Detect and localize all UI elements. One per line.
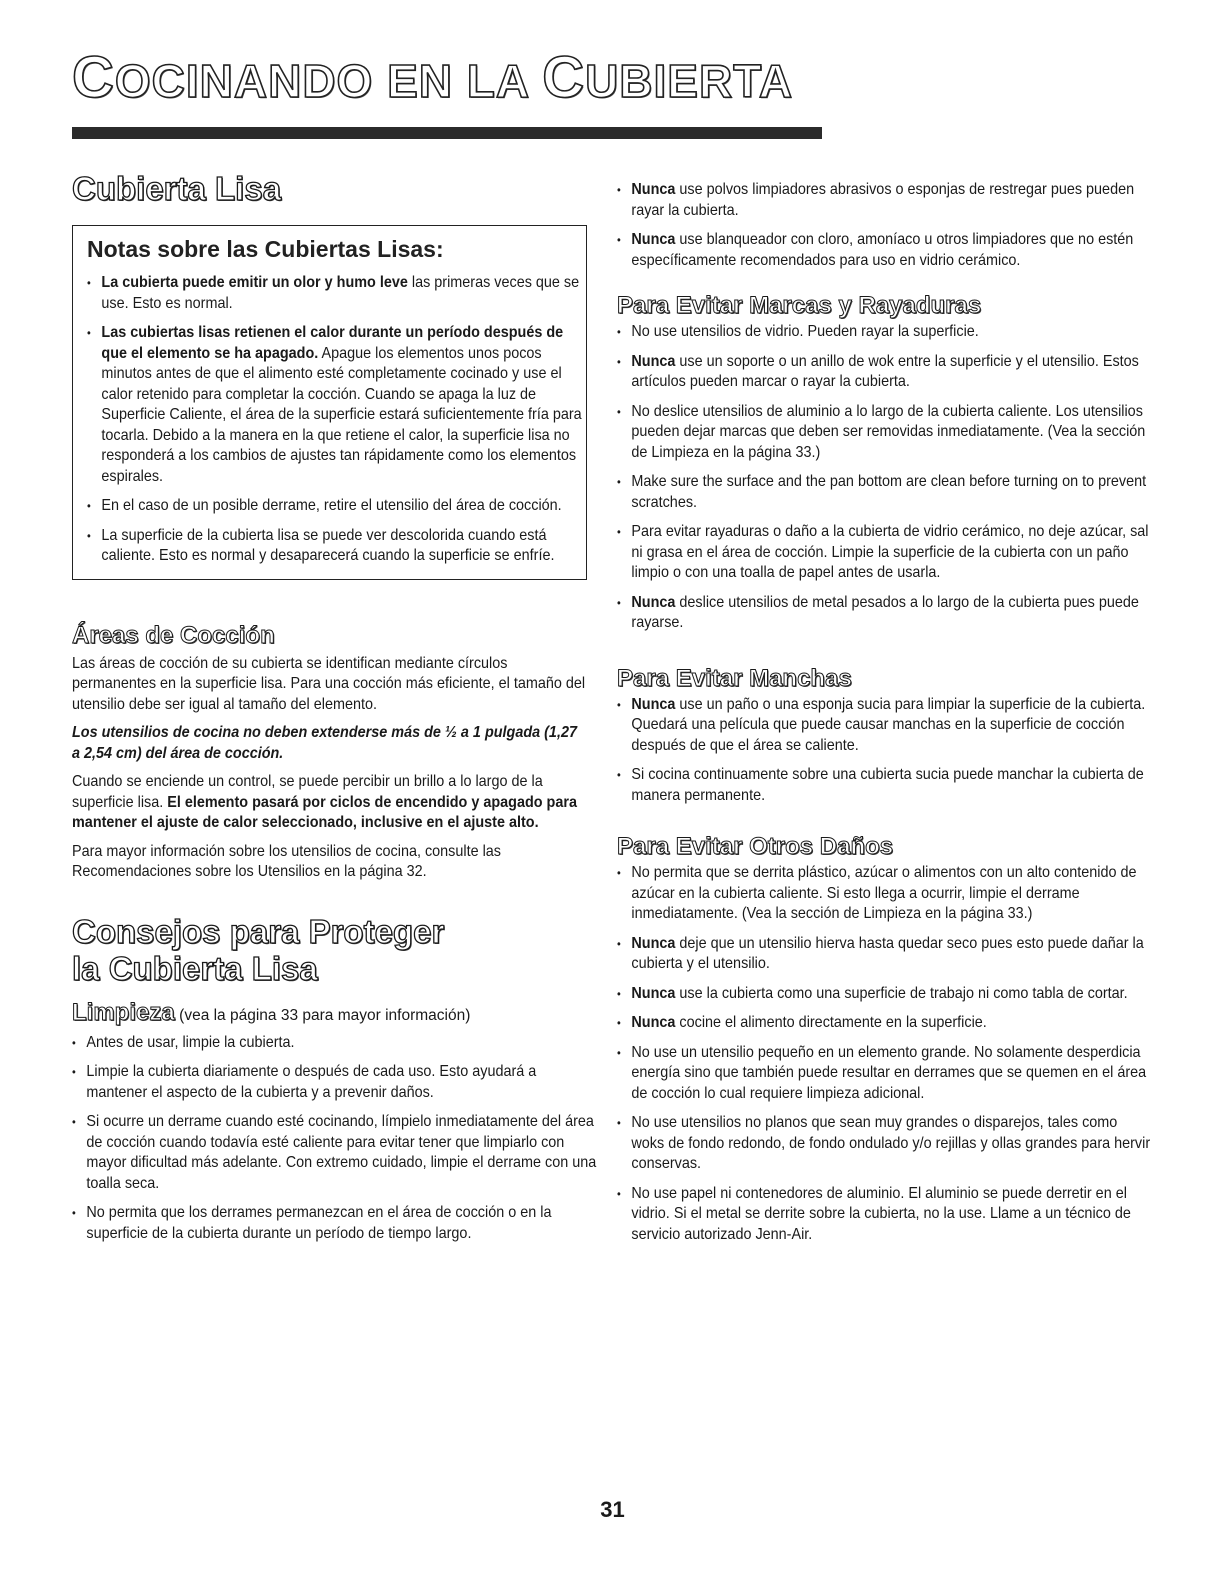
list-item: • No permita que los derrames permanezcan en el área de cocción o en la superficie de la cubierta durante un período de tiempo largo. (72, 1203, 601, 1244)
list-item: • Antes de usar, limpie la cubierta. (72, 1033, 601, 1054)
danos-list (617, 863, 1151, 1245)
title-part-2: UBIERTA (585, 55, 794, 107)
limpieza-heading: Limpieza (72, 998, 175, 1026)
page-title (72, 44, 793, 111)
page-number: 31 (600, 1497, 625, 1522)
list-item: • No use papel ni contenedores de aluminio. El aluminio se puede derretir en el vidrio. Si el metal se derrite sobre la cubierta, no la use. Llame a un técnico de servicio autorizado Jenn-Air. (617, 1184, 1151, 1246)
manchas-heading: Para Evitar Manchas (617, 664, 852, 692)
limpieza-note: (vea la página 33 para mayor información) (179, 1006, 471, 1024)
list-item: • Nunca deslice utensilios de metal pesados a lo largo de la cubierta pues puede rayarse. (617, 593, 1151, 634)
top-list (617, 180, 1137, 271)
list-item: • No use utensilios de vidrio. Pueden rayar la superficie. (617, 322, 1151, 343)
list-item: • Si ocurre un derrame cuando esté cocinando, límpielo inmediatamente del área de cocción cuando todavía esté caliente para evitar tener que limpiarlo con mayor dificultad más adelante. Con extremo cuidado, limpie el derrame con una toalla seca. (72, 1112, 601, 1194)
areas-heading: Áreas de Cocción (72, 621, 275, 649)
list-item: • Make sure the surface and the pan bottom are clean before turning on to prevent scratches. (617, 472, 1151, 513)
manchas-list (617, 695, 1146, 807)
list-item: • No use utensilios no planos que sean muy grandes o disparejos, tales como woks de fondo redondo, de fondo ondulado y/o rejillas y ollas grandes para hervir conservas. (617, 1113, 1151, 1175)
list-item: • La superficie de la cubierta lisa se puede ver descolorida cuando está caliente. Esto es normal y desaparecerá cuando la superficie se enfríe. (87, 526, 586, 567)
list-item: • En el caso de un posible derrame, retire el utensilio del área de cocción. (87, 496, 586, 517)
list-item: • Nunca deje que un utensilio hierva hasta quedar seco pues esto puede dañar la cubierta y el utensilio. (617, 934, 1151, 975)
areas-paragraph-3: Cuando se enciende un control, se puede percibir un brillo a lo largo de la superficie lisa. El elemento pasará por ciclos de encendido y apagado para mantener el ajuste de calor seleccionado, inclusive en el ajuste alto. (72, 773, 577, 831)
list-item: • Nunca cocine el alimento directamente en la superficie. (617, 1013, 1151, 1034)
list-item: • La cubierta puede emitir un olor y humo leve las primeras veces que se use. Esto es normal. (87, 273, 586, 314)
title-rule (72, 127, 822, 139)
consejos-heading: Consejos para Proteger la Cubierta Lisa (72, 912, 445, 987)
title-initial-2: C (542, 45, 586, 110)
list-item: • No deslice utensilios de aluminio a lo largo de la cubierta caliente. Los utensilios pueden dejar marcas que deben ser removidas inmediatamente. (Vea la sección de Limpieza en la página 33.) (617, 402, 1151, 464)
list-item: • No use un utensilio pequeño en un elemento grande. No solamente desperdicia energía sino que también puede resultar en derrames que se quemen en el área de cocción lo cual requiere limpieza adicional. (617, 1043, 1151, 1105)
limpieza-line (72, 999, 587, 1027)
list-item: • Nunca use blanqueador con cloro, amoníaco u otros limpiadores que no estén específicamente recomendados para uso en vidrio cerámico. (617, 230, 1151, 271)
marcas-heading: Para Evitar Marcas y Rayaduras (617, 292, 982, 319)
title-part-1: OCINANDO EN LA (114, 55, 543, 107)
notes-title: Notas sobre las Cubiertas Lisas: (87, 236, 444, 262)
list-item: • Nunca use un paño o una esponja sucia para limpiar la superficie de la cubierta. Quedará una película que puede causar manchas en la superficie de cocción después de que el área se caliente. (617, 695, 1151, 757)
list-item: • Nunca use un soporte o un anillo de wok entre la superficie y el utensilio. Estos artículos pueden marcar o rayar la cubierta. (617, 352, 1151, 393)
cubierta-lisa-heading: Cubierta Lisa (72, 170, 282, 207)
list-item: • No permita que se derrita plástico, azúcar o alimentos con un alto contenido de azúcar en la cubierta caliente. Si esto llega a ocurrir, limpie el derrame inmediatamente. (Vea la sección de Limpieza en la página 33.) (617, 863, 1151, 925)
limpieza-list (72, 1033, 597, 1245)
list-item: • Nunca use la cubierta como una superficie de trabajo ni como tabla de cortar. (617, 984, 1151, 1005)
notes-list (87, 273, 582, 567)
left-column (72, 170, 597, 1253)
right-column (617, 180, 1151, 1254)
danos-heading: Para Evitar Otros Daños (617, 833, 894, 860)
areas-paragraph-4: Para mayor información sobre los utensilios de cocina, consulte las Recomendaciones sobre los Utensilios en la página 32. (72, 842, 502, 880)
areas-paragraph-1: Las áreas de cocción de su cubierta se identifican mediante círculos permanentes en la superficie lisa. Para una cocción más eficiente, el tamaño del utensilio debe ser igual al tamaño del elemento. (72, 654, 586, 713)
marcas-list (617, 322, 1149, 634)
list-item: • Si cocina continuamente sobre una cubierta sucia puede manchar la cubierta de manera permanente. (617, 765, 1151, 806)
list-item: • Limpie la cubierta diariamente o después de cada uso. Esto ayudará a mantener el aspecto de la cubierta y a prevenir daños. (72, 1062, 601, 1103)
notes-box (72, 225, 587, 580)
list-item: • Para evitar rayaduras o daño a la cubierta de vidrio cerámico, no deje azúcar, sal ni grasa en el área de cocción. Limpie la superficie de la cubierta con un paño limpio o con una toalla de papel antes de usarla. (617, 522, 1151, 584)
areas-paragraph-2: Los utensilios de cocina no deben extenderse más de ½ a 1 pulgada (1,27 a 2,54 cm) del área de cocción. (72, 724, 577, 762)
list-item: • Las cubiertas lisas retienen el calor durante un período después de que el elemento se ha apagado. Apague los elementos unos pocos minutos antes de que el alimento esté completamente cocinado y use el calor retenido para completar la cocción. Cuando se apaga la luz de Superficie Caliente, el área de la superficie estará suficientemente fría para tocarla. Debido a la manera en la que retiene el calor, la superficie lisa no responderá a los cambios de ajustes tan rápidamente como los elementos espirales. (87, 323, 586, 487)
title-initial-1: C (72, 45, 115, 110)
list-item: • Nunca use polvos limpiadores abrasivos o esponjas de restregar pues pueden rayar la cubierta. (617, 180, 1151, 221)
